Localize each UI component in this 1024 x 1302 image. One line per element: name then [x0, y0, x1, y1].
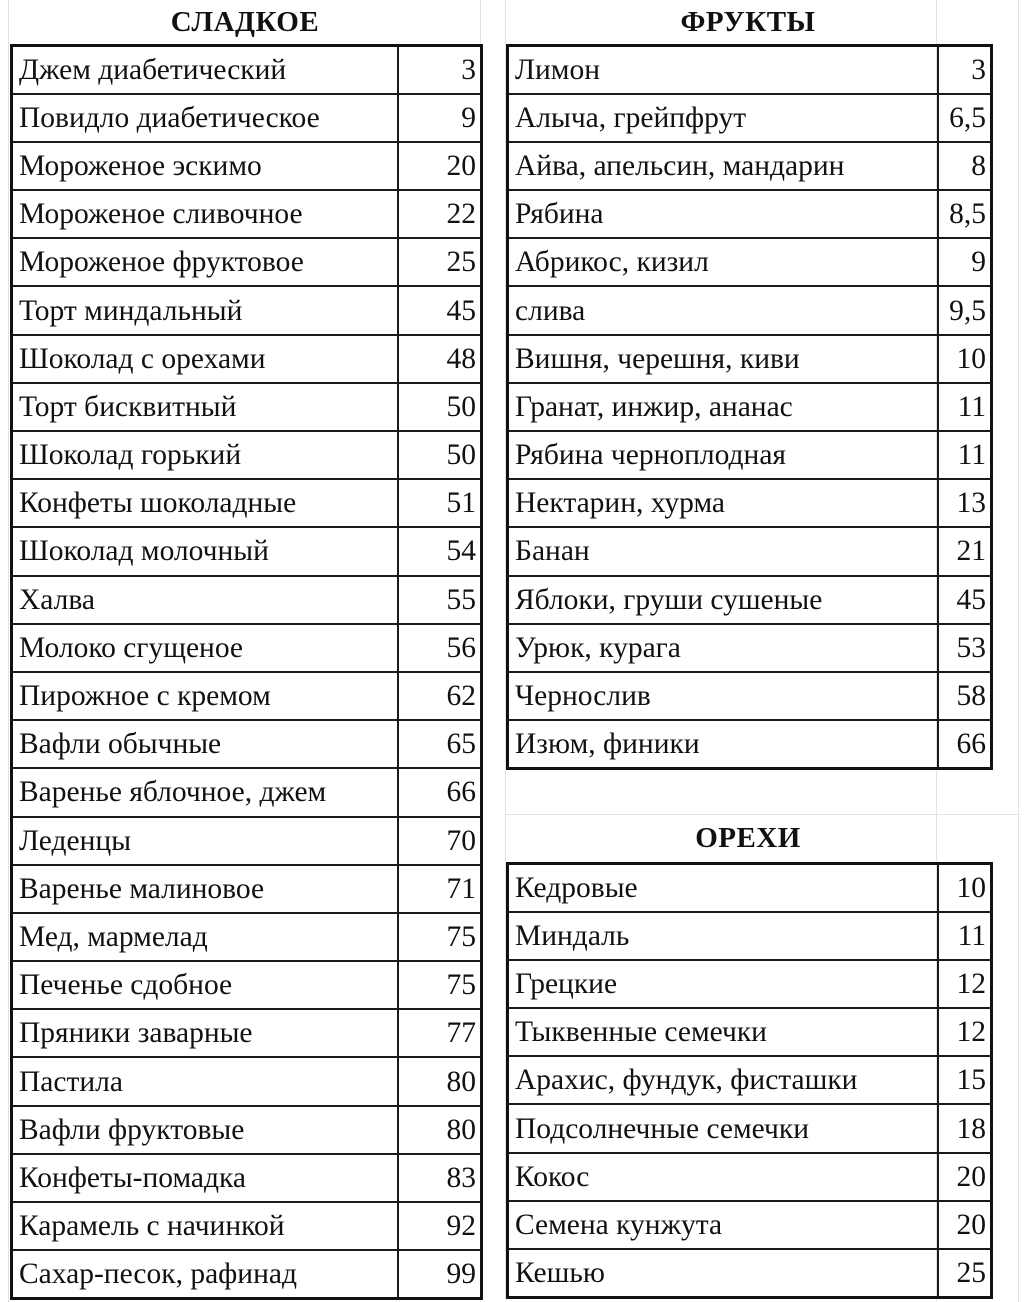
- fruits-heading: ФРУКТЫ: [680, 6, 816, 38]
- food-name-cell: Тыквенные семечки: [508, 1008, 938, 1056]
- food-name-cell: Сахар-песок, рафинад: [12, 1250, 398, 1298]
- table-row: [508, 624, 992, 672]
- gi-value-cell: 12: [938, 1008, 992, 1056]
- table-row: [508, 431, 992, 479]
- food-name-cell: Варенье малиновое: [12, 865, 398, 913]
- gi-value-cell: 99: [398, 1250, 482, 1298]
- food-name-cell: Мороженое сливочное: [12, 190, 398, 238]
- table-row: [508, 1153, 992, 1201]
- table-row: [508, 383, 992, 431]
- gi-value-cell: 66: [398, 768, 482, 816]
- gi-value-cell: 65: [398, 720, 482, 768]
- food-name-cell: Джем диабетический: [12, 46, 398, 94]
- food-name-cell: Яблоки, груши сушеные: [508, 576, 938, 624]
- gi-value-cell: 75: [398, 961, 482, 1009]
- gi-value-cell: 58: [938, 672, 992, 720]
- gi-value-cell: 77: [398, 1009, 482, 1057]
- table-row: [508, 190, 992, 238]
- gi-value-cell: 51: [398, 479, 482, 527]
- gi-value-cell: 21: [938, 527, 992, 575]
- table-row: [12, 1009, 482, 1057]
- food-name-cell: Арахис, фундук, фисташки: [508, 1056, 938, 1104]
- gi-value-cell: 9: [938, 238, 992, 286]
- table-row: [12, 1250, 482, 1298]
- gi-value-cell: 11: [938, 431, 992, 479]
- gi-value-cell: 83: [398, 1154, 482, 1202]
- food-name-cell: Торт бисквитный: [12, 383, 398, 431]
- gi-value-cell: 6,5: [938, 94, 992, 142]
- gi-value-cell: 13: [938, 479, 992, 527]
- table-row: [12, 865, 482, 913]
- food-name-cell: Пирожное с кремом: [12, 672, 398, 720]
- gi-value-cell: 56: [398, 624, 482, 672]
- food-name-cell: Гранат, инжир, ананас: [508, 383, 938, 431]
- food-name-cell: Конфеты-помадка: [12, 1154, 398, 1202]
- food-name-cell: Банан: [508, 527, 938, 575]
- food-name-cell: Рябина черноплодная: [508, 431, 938, 479]
- gi-value-cell: 54: [398, 527, 482, 575]
- table-row: [508, 1056, 992, 1104]
- sweets-heading: СЛАДКОЕ: [170, 6, 320, 38]
- food-name-cell: Алыча, грейпфрут: [508, 94, 938, 142]
- table-row: [12, 817, 482, 865]
- table-row: [508, 1201, 992, 1249]
- gi-value-cell: 92: [398, 1202, 482, 1250]
- food-name-cell: Торт миндальный: [12, 286, 398, 334]
- table-row: [12, 238, 482, 286]
- table-row: [12, 1106, 482, 1154]
- food-name-cell: Мороженое фруктовое: [12, 238, 398, 286]
- food-name-cell: Нектарин, хурма: [508, 479, 938, 527]
- food-name-cell: Молоко сгущеное: [12, 624, 398, 672]
- grid-line: [505, 814, 1020, 815]
- table-row: [12, 624, 482, 672]
- gi-value-cell: 66: [938, 720, 992, 768]
- table-row: [12, 383, 482, 431]
- food-name-cell: Халва: [12, 576, 398, 624]
- food-name-cell: Вафли обычные: [12, 720, 398, 768]
- food-name-cell: Пастила: [12, 1057, 398, 1105]
- gi-value-cell: 62: [398, 672, 482, 720]
- table-row: [12, 190, 482, 238]
- table-row: [508, 672, 992, 720]
- gi-value-cell: 20: [938, 1201, 992, 1249]
- food-name-cell: Конфеты шоколадные: [12, 479, 398, 527]
- table-row: [12, 1154, 482, 1202]
- table-row: [12, 335, 482, 383]
- table-row: [508, 960, 992, 1008]
- food-name-cell: Шоколад молочный: [12, 527, 398, 575]
- gi-value-cell: 8: [938, 142, 992, 190]
- grid-line: [1018, 0, 1019, 1302]
- gi-value-cell: 48: [398, 335, 482, 383]
- food-name-cell: Карамель с начинкой: [12, 1202, 398, 1250]
- food-name-cell: Миндаль: [508, 912, 938, 960]
- food-name-cell: Кокос: [508, 1153, 938, 1201]
- table-row: [508, 94, 992, 142]
- gi-value-cell: 45: [398, 286, 482, 334]
- food-name-cell: Урюк, курага: [508, 624, 938, 672]
- nuts-table-body: [508, 864, 992, 1298]
- food-name-cell: Кешью: [508, 1249, 938, 1297]
- gi-value-cell: 10: [938, 864, 992, 912]
- gi-value-cell: 11: [938, 383, 992, 431]
- food-name-cell: Мед, мармелад: [12, 913, 398, 961]
- food-name-cell: Мороженое эскимо: [12, 142, 398, 190]
- table-row: [12, 431, 482, 479]
- fruits-table-body: [508, 46, 992, 769]
- table-row: [508, 1008, 992, 1056]
- table-row: [12, 768, 482, 816]
- table-row: [12, 142, 482, 190]
- gi-value-cell: 9: [398, 94, 482, 142]
- table-row: [12, 672, 482, 720]
- table-row: [508, 1249, 992, 1297]
- gi-value-cell: 80: [398, 1057, 482, 1105]
- gi-value-cell: 11: [938, 912, 992, 960]
- food-name-cell: Вафли фруктовые: [12, 1106, 398, 1154]
- table-row: [508, 142, 992, 190]
- food-name-cell: Чернослив: [508, 672, 938, 720]
- table-row: [12, 961, 482, 1009]
- nuts-heading: ОРЕХИ: [695, 822, 801, 854]
- table-row: [12, 527, 482, 575]
- table-row: [508, 527, 992, 575]
- food-name-cell: Изюм, финики: [508, 720, 938, 768]
- table-row: [508, 238, 992, 286]
- gi-value-cell: 18: [938, 1104, 992, 1152]
- gi-value-cell: 75: [398, 913, 482, 961]
- table-row: [12, 576, 482, 624]
- nuts-table: [506, 862, 993, 1299]
- food-name-cell: слива: [508, 286, 938, 334]
- table-row: [508, 864, 992, 912]
- gi-value-cell: 25: [938, 1249, 992, 1297]
- gi-value-cell: 25: [398, 238, 482, 286]
- gi-value-cell: 15: [938, 1056, 992, 1104]
- food-name-cell: Шоколад с орехами: [12, 335, 398, 383]
- gi-value-cell: 12: [938, 960, 992, 1008]
- food-name-cell: Повидло диабетическое: [12, 94, 398, 142]
- grid-line: [8, 0, 9, 1302]
- gi-value-cell: 45: [938, 576, 992, 624]
- gi-value-cell: 53: [938, 624, 992, 672]
- food-name-cell: Подсолнечные семечки: [508, 1104, 938, 1152]
- gi-value-cell: 20: [398, 142, 482, 190]
- gi-value-cell: 9,5: [938, 286, 992, 334]
- table-row: [508, 479, 992, 527]
- gi-value-cell: 71: [398, 865, 482, 913]
- food-name-cell: Лимон: [508, 46, 938, 94]
- sweets-table: [10, 44, 483, 1300]
- gi-value-cell: 3: [398, 46, 482, 94]
- gi-value-cell: 10: [938, 335, 992, 383]
- food-name-cell: Шоколад горький: [12, 431, 398, 479]
- table-row: [508, 286, 992, 334]
- table-row: [12, 913, 482, 961]
- food-name-cell: Пряники заварные: [12, 1009, 398, 1057]
- gi-value-cell: 20: [938, 1153, 992, 1201]
- gi-value-cell: 55: [398, 576, 482, 624]
- table-row: [508, 912, 992, 960]
- food-name-cell: Вишня, черешня, киви: [508, 335, 938, 383]
- table-row: [12, 479, 482, 527]
- food-name-cell: Семена кунжута: [508, 1201, 938, 1249]
- table-row: [12, 46, 482, 94]
- table-row: [508, 335, 992, 383]
- table-row: [12, 1202, 482, 1250]
- gi-value-cell: 50: [398, 383, 482, 431]
- food-name-cell: Рябина: [508, 190, 938, 238]
- gi-value-cell: 80: [398, 1106, 482, 1154]
- table-row: [508, 1104, 992, 1152]
- gi-value-cell: 70: [398, 817, 482, 865]
- table-row: [508, 46, 992, 94]
- gi-value-cell: 22: [398, 190, 482, 238]
- table-row: [12, 94, 482, 142]
- table-row: [12, 720, 482, 768]
- table-row: [508, 720, 992, 768]
- table-row: [12, 1057, 482, 1105]
- food-name-cell: Варенье яблочное, джем: [12, 768, 398, 816]
- food-name-cell: Леденцы: [12, 817, 398, 865]
- food-name-cell: Абрикос, кизил: [508, 238, 938, 286]
- food-name-cell: Айва, апельсин, мандарин: [508, 142, 938, 190]
- gi-value-cell: 3: [938, 46, 992, 94]
- food-name-cell: Кедровые: [508, 864, 938, 912]
- sweets-table-body: [12, 46, 482, 1299]
- fruits-table: [506, 44, 993, 770]
- gi-value-cell: 50: [398, 431, 482, 479]
- table-row: [12, 286, 482, 334]
- table-row: [508, 576, 992, 624]
- gi-value-cell: 8,5: [938, 190, 992, 238]
- food-name-cell: Печенье сдобное: [12, 961, 398, 1009]
- food-name-cell: Грецкие: [508, 960, 938, 1008]
